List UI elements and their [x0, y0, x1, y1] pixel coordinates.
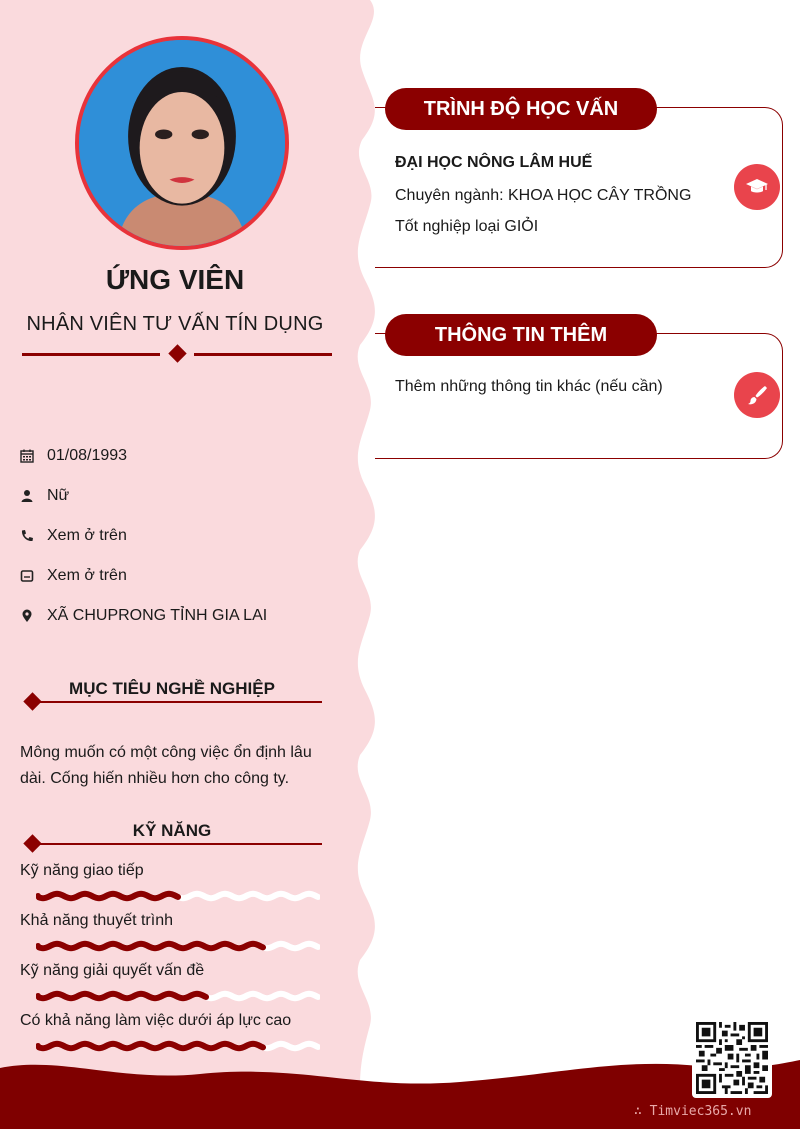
location-icon: [20, 609, 47, 623]
skills-title: KỸ NĂNG: [132, 821, 212, 840]
contact-value: 01/08/1993: [47, 447, 128, 464]
contact-list: [20, 436, 350, 636]
contact-gender: [20, 476, 350, 516]
email-icon: [20, 569, 47, 583]
skill-level-bar: [36, 889, 320, 903]
skill-bar-fill: [38, 1044, 263, 1048]
skill-item: [20, 1008, 320, 1058]
candidate-name: ỨNG VIÊN: [105, 264, 245, 295]
qr-code[interactable]: [692, 1018, 772, 1098]
contact-phone: [20, 516, 350, 556]
skill-label: Khả năng thuyết trình: [20, 912, 173, 929]
contact-value: Nữ: [47, 487, 70, 504]
qr-code-image: [696, 1022, 768, 1094]
skill-label: Kỹ năng giao tiếp: [20, 862, 144, 879]
graduation-cap-icon: [734, 164, 780, 210]
name-divider: [22, 346, 332, 362]
contact-birthdate: [20, 436, 350, 476]
skill-bar-fill: [38, 894, 178, 898]
education-grade: Tốt nghiệp loại GIỎI: [395, 218, 539, 235]
skill-level-bar: [36, 939, 320, 953]
additional-info-text: Thêm những thông tin khác (nếu cần): [395, 378, 663, 395]
skills-list: [20, 858, 320, 1058]
objective-heading: [22, 679, 322, 703]
skill-item: [20, 958, 320, 1008]
phone-icon: [20, 529, 47, 543]
education-title: TRÌNH ĐỘ HỌC VẤN: [385, 88, 657, 130]
calendar-icon: [20, 449, 47, 463]
skill-label: Có khả năng làm việc dưới áp lực cao: [20, 1012, 292, 1029]
portrait-photo: [79, 40, 285, 246]
contact-address: [20, 596, 350, 636]
skills-heading: [22, 821, 322, 845]
brand-watermark: ∴ Timviec365.vn: [634, 1104, 752, 1119]
education-school: ĐẠI HỌC NÔNG LÂM HUẾ: [395, 154, 593, 171]
desired-position: NHÂN VIÊN TƯ VẤN TÍN DỤNG: [26, 313, 324, 335]
skill-label: Kỹ năng giải quyết vấn đề: [20, 962, 205, 979]
skill-item: [20, 858, 320, 908]
objective-text: Mông muốn có một công việc ổn định lâu dài. Cống hiến nhiều hơn cho công ty.: [20, 744, 312, 787]
skill-bar-fill: [38, 944, 263, 948]
objective-title: MỤC TIÊU NGHỀ NGHIỆP: [69, 679, 275, 698]
additional-info-title: THÔNG TIN THÊM: [385, 314, 657, 356]
skill-level-bar: [36, 1039, 320, 1053]
contact-email: [20, 556, 350, 596]
paintbrush-icon: [734, 372, 780, 418]
education-major: Chuyên ngành: KHOA HỌC CÂY TRỒNG: [395, 187, 692, 204]
skill-level-bar: [36, 989, 320, 1003]
avatar: [75, 36, 289, 250]
user-icon: [20, 489, 47, 503]
contact-value: XÃ CHUPRONG TỈNH GIA LAI: [47, 607, 268, 624]
skill-item: [20, 908, 320, 958]
skill-bar-fill: [38, 994, 206, 998]
contact-value: Xem ở trên: [47, 527, 127, 544]
contact-value: Xem ở trên: [47, 567, 127, 584]
